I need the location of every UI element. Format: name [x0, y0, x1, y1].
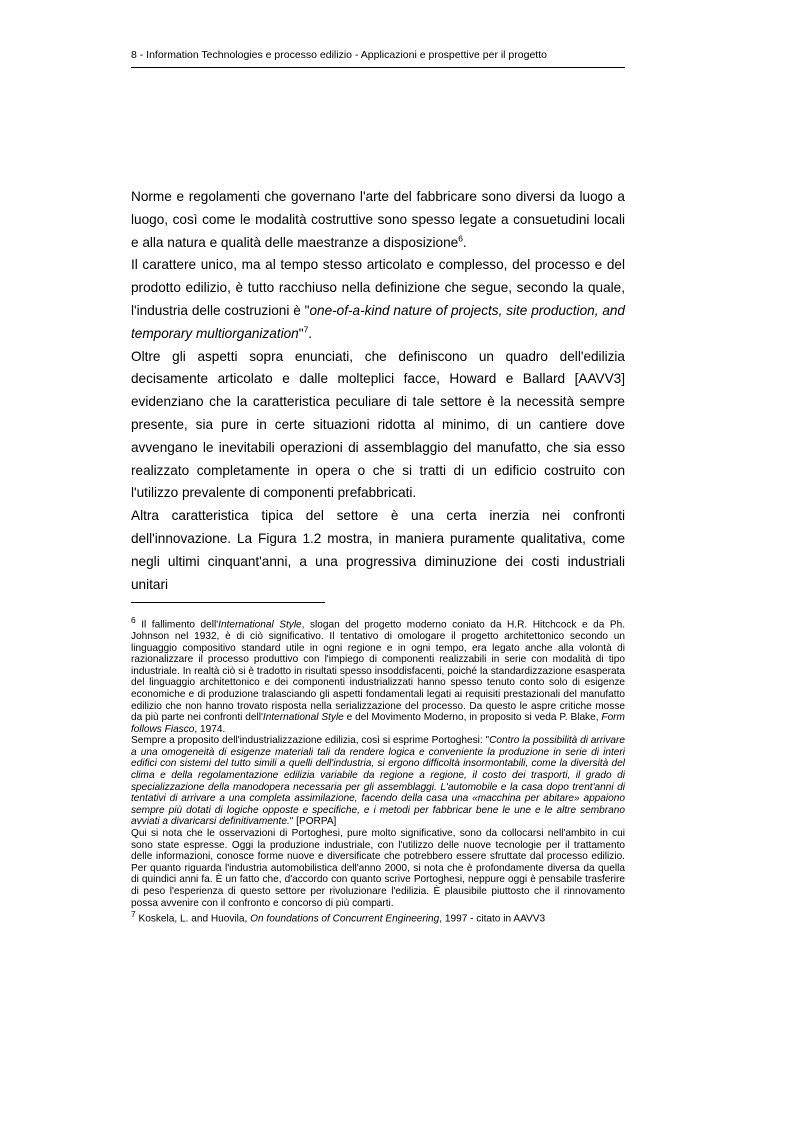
footnotes	[131, 615, 625, 925]
footnote-6-text: e del Movimento Moderno, in proposito si veda P. Blake,	[343, 712, 602, 724]
header-rule	[131, 67, 625, 68]
running-header	[131, 48, 624, 62]
paragraph-1-end: .	[462, 234, 467, 250]
paragraph-2-end: .	[308, 325, 313, 341]
footnote-6-book-title: Form follows Fiasco	[131, 712, 625, 735]
paragraph-2-text: Il carattere unico, ma al tempo stesso articolato e complesso, del processo e del prodotto edilizio, è tutto racchiuso nella definizione che segue, secondo la quale, l'industria delle costruzioni è "	[131, 257, 625, 318]
footnote-6-quote: Contro la possibilità di arrivare a una omogeneità di esigenze materiali tali da rendere logica e conveniente la produzione in serie di interi edifici con sistemi del tutto simili a quelli dell'industria, si ergono difficoltà insormontabili, come la diversità del clima e della regolamentazione edilizia variabile da regione a regione, il costo dei trasporti, il grado di specializzazione della manodopera necessaria per gli assemblaggi. L'automobile e la casa dopo trent'anni di tentativi di arrivare a una completa assimilazione, facendo della casa una «macchina per abitare» appaiono sempre più dotati di logiche opposte e specifiche, e i metodi per fabbricar bene le une e le altre sembrano avviati a divaricarsi definitivamente.	[131, 735, 626, 828]
footnote-6-text: , slogan del progetto moderno coniato da H.R. Hitchcock e da Ph. Johnson nel 1932, è di ciò significativo. Il tentativo di omologare il progetto architettonico secondo un linguaggio compositivo standard utile in ogni regione e in ogni tempo, era legato anche alla volontà di razionalizzare il processo produttivo con l'impiego di componenti realizzabili in serie con modalità di tipo industriale. In realtà ciò si è tradotto in risultati spesso insoddisfacenti, poiché la standardizzazione esasperata del linguaggio architettonico e dei componenti industrializzati hanno spesso tenuto conto solo di esigenze economiche e di produzione tralasciando gli aspetti fondamentali legati ai requisiti prestazionali del manufatto edilizio che non hanno trovato risposta nella serializzazione del processo. Da questo le aspre critiche mosse da più parte nei confronti dell'	[131, 619, 625, 724]
footnote-ref-6[interactable]: 6	[458, 233, 463, 244]
footnote-6-quote-paragraph	[131, 735, 625, 828]
footnote-7-text: , 1997 - citato in AAVV3	[439, 913, 546, 925]
footnote-6-emphasis: International Style	[218, 619, 302, 631]
paragraph-1	[131, 186, 625, 254]
footnote-separator	[131, 602, 325, 603]
footnote-ref-7[interactable]: 7	[303, 324, 309, 335]
paragraph-2-close-quote: "	[298, 325, 304, 341]
paragraph-2-quote: one-of-a-kind nature of projects, site production, and temporary multiorganization	[131, 302, 625, 341]
footnote-7-number: 7	[131, 909, 136, 920]
footnote-6-quote-intro: Sempre a proposito dell'industrializzazione edilizia, così si esprime Portoghesi: "	[131, 735, 490, 747]
footnote-6	[131, 615, 625, 735]
footnote-6-comment: Qui si nota che le osservazioni di Portoghesi, pure molto significative, sono da collocarsi nell'ambito in cui sono state espresse. Oggi la produzione industriale, con l'utilizzo delle nuove tecnologie per il trattamento delle informazioni, conosce forme nuove e diversificate che potrebbero essere sfruttate dal processo edilizio. Per quanto riguarda l'industria automobilistica dell'anno 2000, si nota che è profondamente diversa da quella di quindici anni fa. È un fatto che, d'accordo con quanto scrive Portoghesi, neppure oggi è pensabile trasferire di peso l'esperienza di questo settore per rivoluzionare l'edilizia. È plausibile piuttosto che il rinnovamento possa avvenire con il confronto e concorso di più comparti.	[131, 828, 625, 909]
main-text	[131, 186, 625, 596]
footnote-6-emphasis: International Style	[262, 712, 344, 724]
footnote-6-text: , 1974.	[194, 723, 226, 735]
paragraph-1-text: Norme e regolamenti che governano l'arte del fabbricare sono diversi da luogo a luogo, così come le modalità costruttive sono spesso legate a consuetudini locali e alla natura e qualità delle maestranze a disposizione	[131, 189, 625, 250]
paragraph-4: Altra caratteristica tipica del settore è una certa inerzia nei confronti dell'innovazione. La Figura 1.2 mostra, in maniera puramente qualitativa, come negli ultimi cinquant'anni, a una progressiva diminuzione dei costi industriali unitari	[131, 508, 625, 592]
footnote-7	[131, 909, 625, 925]
footnote-7-text: Koskela, L. and Huovila,	[135, 913, 251, 925]
running-title: - Information Technologies e processo edilizio - Applicazioni e prospettive per il progetto	[139, 49, 547, 61]
footnote-6-text: Il fallimento dell'	[141, 619, 219, 631]
footnote-6-number: 6	[131, 615, 136, 625]
footnote-7-title: On foundations of Concurrent Engineering	[250, 913, 440, 925]
paragraph-2	[131, 254, 625, 345]
page-number: 8	[131, 49, 137, 61]
footnote-6-citation: " [PORPA]	[289, 816, 337, 828]
paragraph-3: Oltre gli aspetti sopra enunciati, che definiscono un quadro dell'edilizia decisamente articolato e dalle molteplici facce, Howard e Ballard [AAVV3] evidenziano che la caratteristica peculiare di tale settore è la necessità sempre presente, sia pure in certe situazioni ridotta al minimo, di un cantiere dove avvengano le inevitabili operazioni di assemblaggio del manufatto, che sia esso realizzato completamente in opera o che si tratti di un edificio costruito con l'utilizzo prevalente di componenti prefabbricati.	[131, 348, 625, 501]
